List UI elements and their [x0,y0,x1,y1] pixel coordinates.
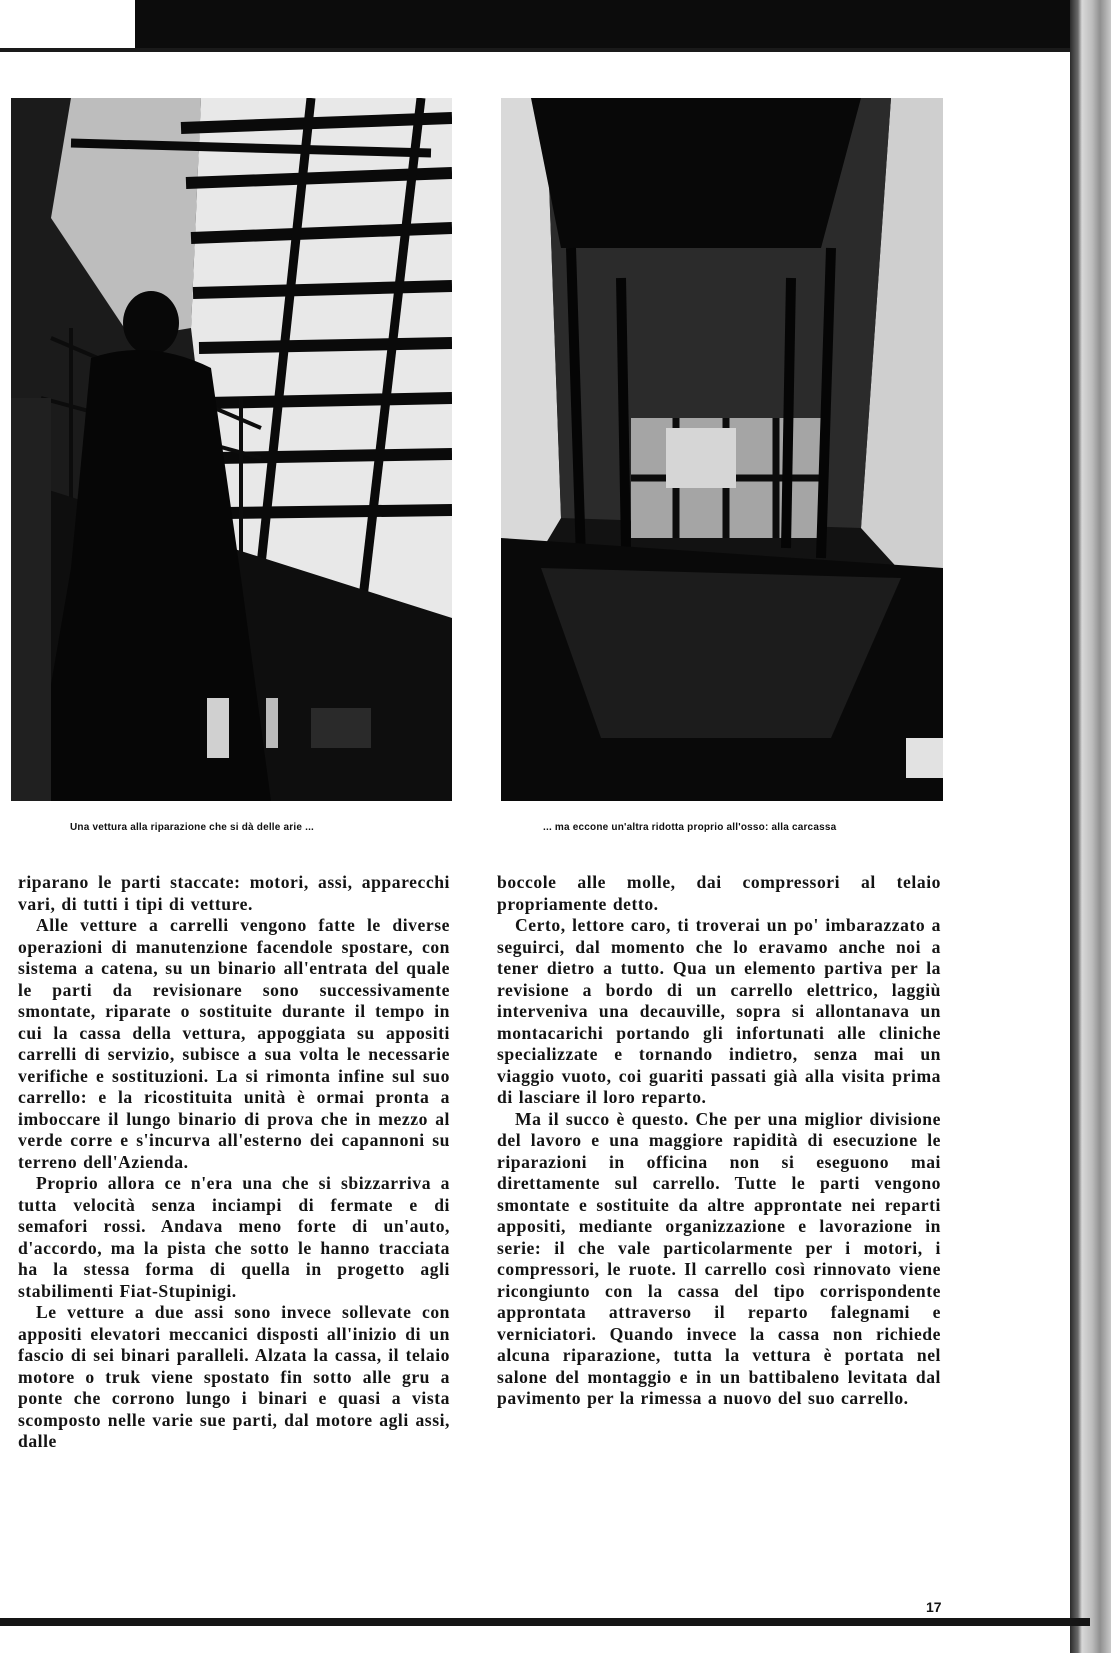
scan-border-line [0,48,1090,52]
text-column-right [497,872,941,1410]
photo-left-drawing [11,98,452,801]
paragraph: Proprio allora ce n'era una che si sbizzarriva a tutta velocità senza inciampi di fermate e di semafori rossi. Andava meno forte di un'auto, d'accordo, ma la pista che sotto le hanno tracciata ha la stessa forma di quella in progetto agli stabilimenti Fiat-Stupinigi. [18,1173,450,1301]
text-column-left [18,872,450,1453]
photo-tram-repair-left [11,98,452,801]
photo-tram-carcass-right [501,98,943,801]
caption-left: Una vettura alla riparazione che si dà delle arie ... [70,822,315,833]
paragraph: boccole alle molle, dai compressori al telaio propriamente detto. [497,872,941,914]
paragraph: riparano le parti staccate: motori, assi, apparecchi vari, di tutti i tipi di vetture. [18,872,450,914]
paragraph: Ma il succo è questo. Che per una miglior divisione del lavoro e una maggiore rapidità di esecuzione le riparazioni in officina non si eseguono mai direttamente sul carrello. Tutte le parti vengono smontate e sostituite da altre approntate nei reparti appositi, mediante organizzazione e lavorazione in serie: il che vale particolarmente per i motori, i compressori, le ruote. Il carrello così rinnovato viene ricongiunto con la cassa del tipo corrispondente approntata attraverso il reparto falegnami e verniciatori. Quando invece la cassa non richiede alcuna riparazione, tutta la vettura è portata nel salone del montaggio e in un battibaleno levitata dal pavimento per la rimessa a nuovo del suo carrello. [497,1108,941,1408]
paragraph: Le vetture a due assi sono invece sollevate con appositi elevatori meccanici disposti all'inizio di un fascio di sei binari paralleli. Alzata la cassa, il telaio motore o truk viene spostato fin sotto alle gru a ponte che corrono lungo i binari e quasi a vista scomposto nelle varie sue parti, dal motore agli assi, dalle [18,1302,450,1451]
scan-border-top [135,0,1090,48]
caption-right: ... ma eccone un'altra ridotta proprio all'osso: alla carcassa [543,822,837,833]
paragraph: Alle vetture a carrelli vengono fatte le diverse operazioni di manutenzione facendole spostare, con sistema a catena, su un binario all'entrata del quale le parti da revisionare sono successivamente smontate, riparate o sostituite durante il tempo in cui la cassa della vettura, appoggiata su appositi carrelli di servizio, subisce a sua volta le necessarie verifiche e sostituzioni. La si rimonta infine sul suo carrello: e la ricostituita unità è ormai pronta a imboccare il lungo binario di prova che in mezzo al verde corre e s'incurva all'esterno dei capannoni su terreno dell'Azienda. [18,915,450,1172]
page-number: 17 [926,1599,942,1615]
photo-right-drawing [501,98,943,801]
paragraph: Certo, lettore caro, ti troverai un po' imbarazzato a seguirci, dal momento che lo eravamo anche noi a tener dietro a tutto. Qua un elemento partiva per la revisione a bordo di un carrello elettrico, laggiù interveniva una decauville, sopra si allontanava un montacarichi portando gli infortunati alle cliniche specializzate e tornando indietro, senza mai un viaggio vuoto, coi guariti passati già alla visita prima di lasciare il loro reparto. [497,915,941,1107]
scan-binding-edge [1070,0,1111,1653]
scan-border-bottom [0,1618,1090,1626]
